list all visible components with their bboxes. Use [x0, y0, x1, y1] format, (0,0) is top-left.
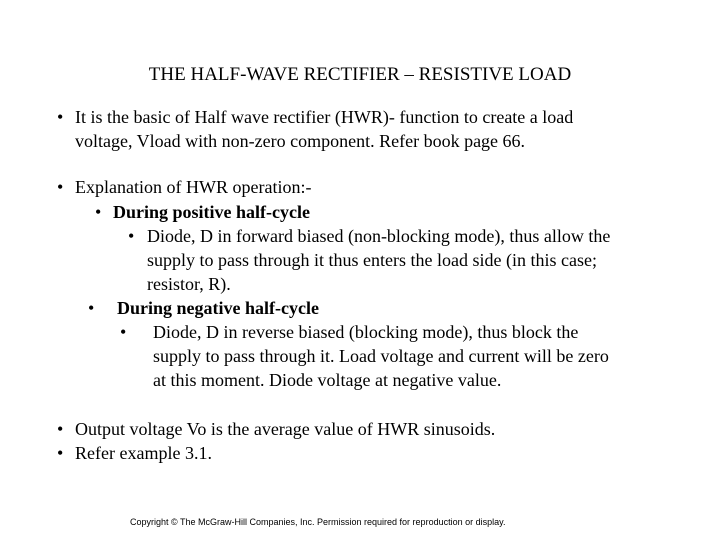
copyright-notice: Copyright © The McGraw-Hill Companies, Inc. Permission required for reproduction or display. [130, 517, 506, 527]
bullet-text: supply to pass through it thus enters the load side (in this case; [147, 250, 597, 270]
positive-half-cycle-heading: During positive half-cycle [113, 202, 310, 222]
bullet: • [57, 443, 64, 463]
bullet-text: Explanation of HWR operation:- [75, 177, 312, 197]
bullet: • [120, 322, 127, 342]
bullet-text: resistor, R). [147, 274, 231, 294]
bullet-text: Diode, D in forward biased (non-blocking mode), thus allow the [147, 226, 611, 246]
bullet: • [95, 202, 102, 222]
slide-title: THE HALF-WAVE RECTIFIER – RESISTIVE LOAD [148, 64, 572, 85]
negative-half-cycle-heading: During negative half-cycle [117, 298, 319, 318]
bullet-text: Refer example 3.1. [75, 443, 212, 463]
bullet-text: Output voltage Vo is the average value of HWR sinusoids. [75, 419, 496, 439]
bullet: • [57, 419, 64, 439]
bullet-text: It is the basic of Half wave rectifier (HWR)- function to create a load [75, 107, 574, 127]
bullet: • [128, 226, 135, 246]
bullet: • [57, 107, 64, 127]
bullet: • [88, 298, 95, 318]
bullet-text: supply to pass through it. Load voltage and current will be zero [153, 346, 609, 366]
bullet-text: at this moment. Diode voltage at negative value. [153, 370, 502, 390]
bullet: • [57, 177, 64, 197]
bullet-text: Diode, D in reverse biased (blocking mode), thus block the [153, 322, 579, 342]
bullet-text: voltage, Vload with non-zero component. Refer book page 66. [75, 131, 526, 151]
